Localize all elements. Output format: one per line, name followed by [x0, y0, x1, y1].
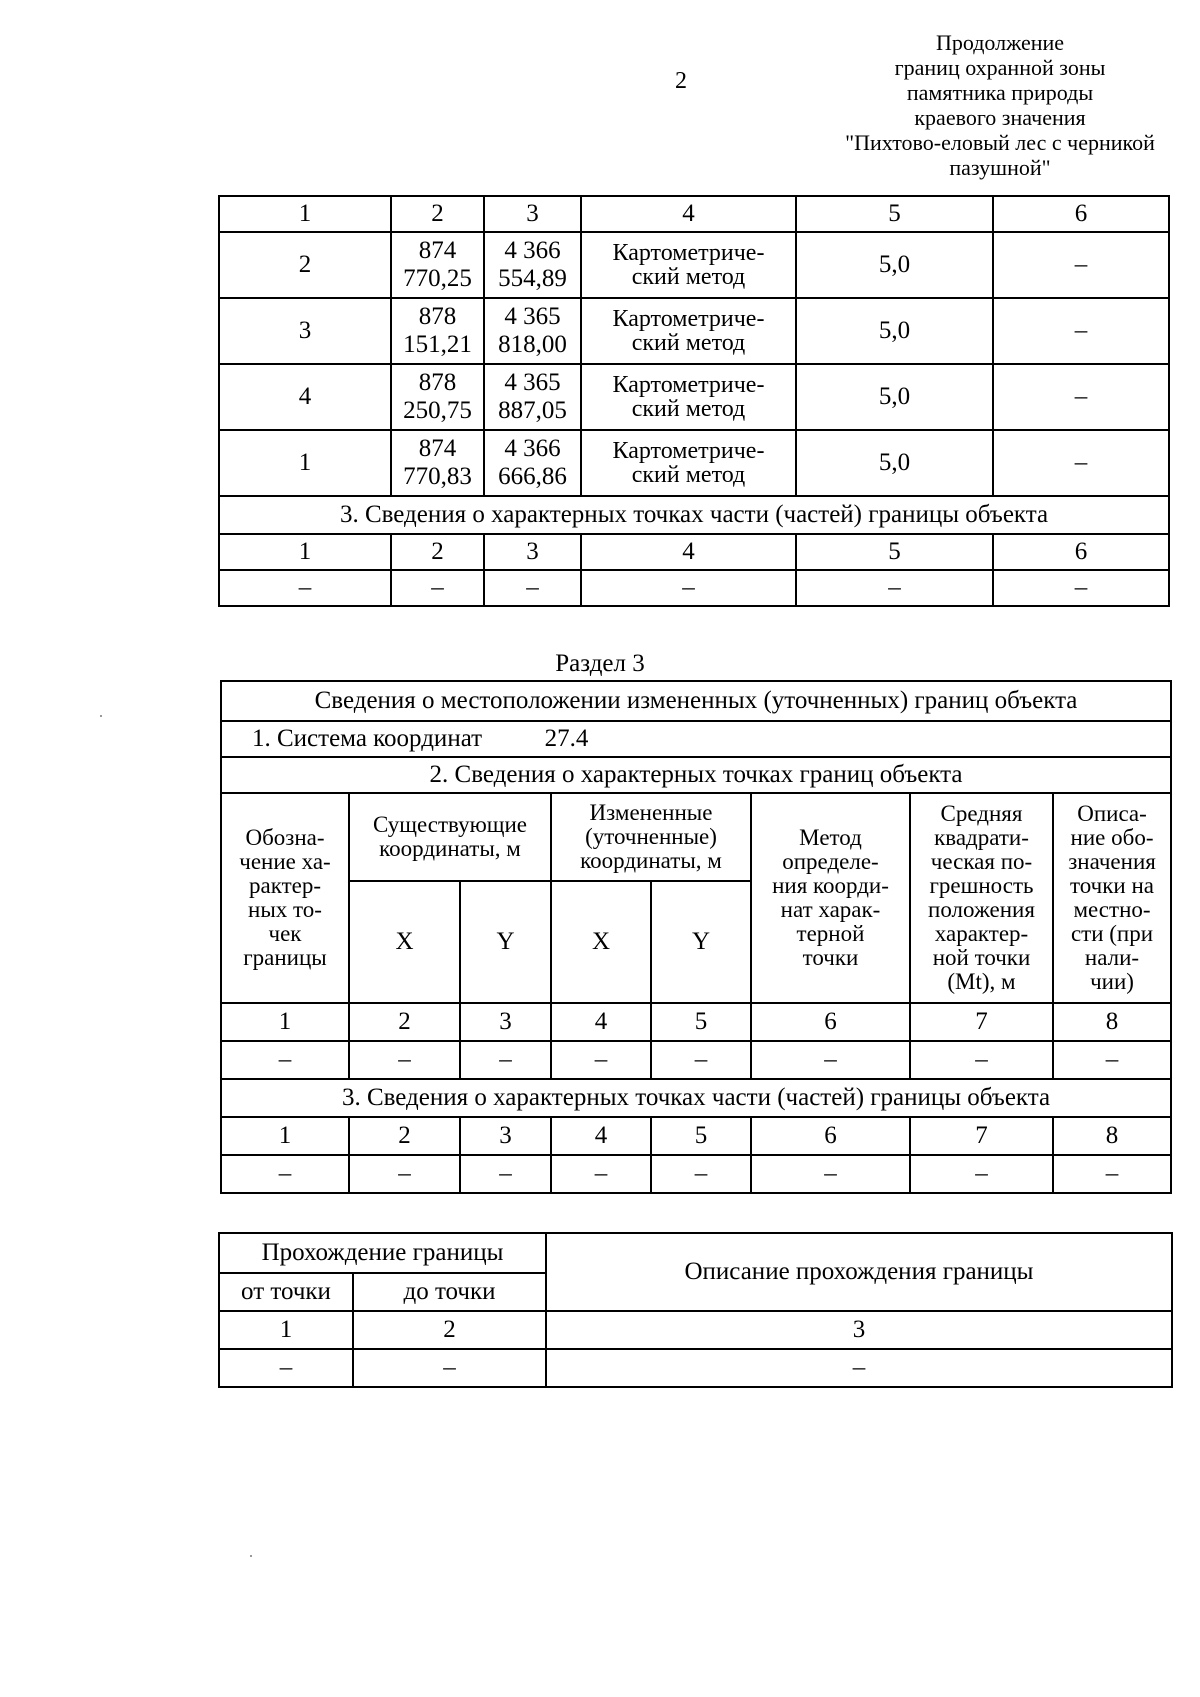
- accuracy: 5,0: [796, 298, 993, 364]
- coord-y: 4 365 818,00: [484, 298, 581, 364]
- coord-y: 4 366 666,86: [484, 430, 581, 496]
- header-designation: Обозна- чение ха- рактер- ных то- чек границы: [221, 793, 349, 1003]
- cell: –: [751, 1155, 910, 1193]
- cell: –: [349, 1041, 460, 1079]
- col-number: 1: [219, 1311, 353, 1349]
- page-number: 2: [675, 68, 687, 94]
- description: –: [993, 364, 1169, 430]
- col-number: 2: [353, 1311, 546, 1349]
- section2-title: 2. Сведения о характерных точках границ объекта: [221, 757, 1171, 793]
- point-number: 1: [219, 430, 391, 496]
- cell: –: [349, 1155, 460, 1193]
- point-number: 2: [219, 232, 391, 298]
- empty-row: [219, 570, 1169, 606]
- section-heading: Раздел 3: [555, 650, 645, 677]
- column-number-row: [219, 534, 1169, 570]
- col-number: 8: [1053, 1117, 1171, 1155]
- col-number: 1: [219, 534, 391, 570]
- cell: –: [581, 570, 796, 606]
- accuracy: 5,0: [796, 430, 993, 496]
- cell: –: [221, 1041, 349, 1079]
- section-title-row: [219, 496, 1169, 534]
- cell: –: [651, 1041, 751, 1079]
- cell: –: [219, 1349, 353, 1387]
- description-header: Описание прохождения границы: [546, 1233, 1172, 1311]
- col-number: 1: [219, 196, 391, 232]
- col-number: 3: [460, 1003, 551, 1041]
- header-y: Y: [460, 881, 551, 1003]
- header-changed-coords: Измененные (уточненные) координаты, м: [551, 793, 751, 881]
- coord-y: 4 366 554,89: [484, 232, 581, 298]
- coord-y: 4 365 887,05: [484, 364, 581, 430]
- table-title: Сведения о местоположении измененных (уточненных) границ объекта: [221, 681, 1171, 721]
- cell: –: [460, 1155, 551, 1193]
- method: Картометриче- ский метод: [581, 232, 796, 298]
- method: Картометриче- ский метод: [581, 430, 796, 496]
- col-number: 4: [581, 196, 796, 232]
- header-line: границ охранной зоны: [894, 55, 1106, 80]
- coord-system-value: 27.4: [544, 725, 589, 752]
- table-row: [219, 430, 1169, 496]
- col-number: 4: [551, 1117, 651, 1155]
- cell: –: [460, 1041, 551, 1079]
- cell: –: [221, 1155, 349, 1193]
- col-number: 4: [581, 534, 796, 570]
- cell: –: [796, 570, 993, 606]
- coord-system: [221, 721, 1171, 757]
- column-number-row: [219, 196, 1169, 232]
- col-number: 8: [1053, 1003, 1171, 1041]
- description: –: [993, 232, 1169, 298]
- column-number-row: [221, 1003, 1171, 1041]
- header-line: пазушной": [949, 155, 1051, 180]
- col-number: 3: [484, 534, 581, 570]
- passage-header: Прохождение границы: [219, 1233, 546, 1273]
- to-point-header: до точки: [353, 1273, 546, 1311]
- header-y: Y: [651, 881, 751, 1003]
- cell: –: [993, 570, 1169, 606]
- header-x: X: [349, 881, 460, 1003]
- coord-system-label: 1. Система координат: [252, 725, 483, 752]
- col-number: 5: [796, 534, 993, 570]
- col-number: 7: [910, 1117, 1053, 1155]
- col-number: 4: [551, 1003, 651, 1041]
- column-number-row: [221, 1117, 1171, 1155]
- changed-boundaries-table: [220, 680, 1172, 1194]
- col-number: 5: [651, 1003, 751, 1041]
- header-description: Описа- ние обо- значения точки на местно- сти (при нали- чии): [1053, 793, 1171, 1003]
- coord-x: 878 151,21: [391, 298, 484, 364]
- table-row: [219, 232, 1169, 298]
- col-number: 1: [221, 1003, 349, 1041]
- coord-x: 878 250,75: [391, 364, 484, 430]
- cell: –: [910, 1155, 1053, 1193]
- description: –: [993, 298, 1169, 364]
- header-line: памятника природы: [906, 80, 1094, 105]
- col-number: 5: [651, 1117, 751, 1155]
- col-number: 6: [751, 1003, 910, 1041]
- cell: –: [1053, 1041, 1171, 1079]
- method: Картометриче- ский метод: [581, 298, 796, 364]
- col-number: 3: [484, 196, 581, 232]
- coord-x: 874 770,83: [391, 430, 484, 496]
- point-number: 3: [219, 298, 391, 364]
- cell: –: [219, 570, 391, 606]
- points-table: [218, 195, 1170, 607]
- cell: –: [751, 1041, 910, 1079]
- header-method: Метод определе- ния коорди- нат харак- терной точки: [751, 793, 910, 1003]
- col-number: 6: [993, 534, 1169, 570]
- col-number: 2: [349, 1003, 460, 1041]
- cell: –: [651, 1155, 751, 1193]
- section3-title: 3. Сведения о характерных точках части (частей) границы объекта: [219, 496, 1169, 534]
- header-x: X: [551, 881, 651, 1003]
- header-line: Продолжение: [935, 30, 1065, 55]
- description: –: [993, 430, 1169, 496]
- empty-row: [221, 1155, 1171, 1193]
- header-accuracy: Средняя квадрати- ческая по- грешность положения характер- ной точки (Mt), м: [910, 793, 1053, 1003]
- table-row: [219, 298, 1169, 364]
- accuracy: 5,0: [796, 364, 993, 430]
- header-existing-coords: Существующие координаты, м: [349, 793, 551, 881]
- header-line: краевого значения: [914, 105, 1086, 130]
- empty-row: [219, 1349, 1172, 1387]
- scan-speck: [100, 715, 102, 717]
- col-number: 7: [910, 1003, 1053, 1041]
- cell: –: [353, 1349, 546, 1387]
- col-number: 5: [796, 196, 993, 232]
- cell: –: [551, 1041, 651, 1079]
- document-header: [820, 30, 1180, 180]
- cell: –: [484, 570, 581, 606]
- cell: –: [551, 1155, 651, 1193]
- column-number-row: [219, 1311, 1172, 1349]
- col-number: 2: [391, 534, 484, 570]
- method: Картометриче- ский метод: [581, 364, 796, 430]
- accuracy: 5,0: [796, 232, 993, 298]
- table-row: [219, 364, 1169, 430]
- cell: –: [910, 1041, 1053, 1079]
- section3-title: 3. Сведения о характерных точках части (частей) границы объекта: [221, 1079, 1171, 1117]
- col-number: 6: [751, 1117, 910, 1155]
- col-number: 3: [460, 1117, 551, 1155]
- cell: –: [546, 1349, 1172, 1387]
- col-number: 6: [993, 196, 1169, 232]
- col-number: 1: [221, 1117, 349, 1155]
- col-number: 3: [546, 1311, 1172, 1349]
- col-number: 2: [349, 1117, 460, 1155]
- from-point-header: от точки: [219, 1273, 353, 1311]
- header-line: "Пихтово-еловый лес с черникой: [845, 130, 1155, 155]
- point-number: 4: [219, 364, 391, 430]
- boundary-passage-table: [218, 1232, 1173, 1388]
- empty-row: [221, 1041, 1171, 1079]
- col-number: 2: [391, 196, 484, 232]
- coord-x: 874 770,25: [391, 232, 484, 298]
- cell: –: [391, 570, 484, 606]
- cell: –: [1053, 1155, 1171, 1193]
- scan-speck: [250, 1555, 252, 1557]
